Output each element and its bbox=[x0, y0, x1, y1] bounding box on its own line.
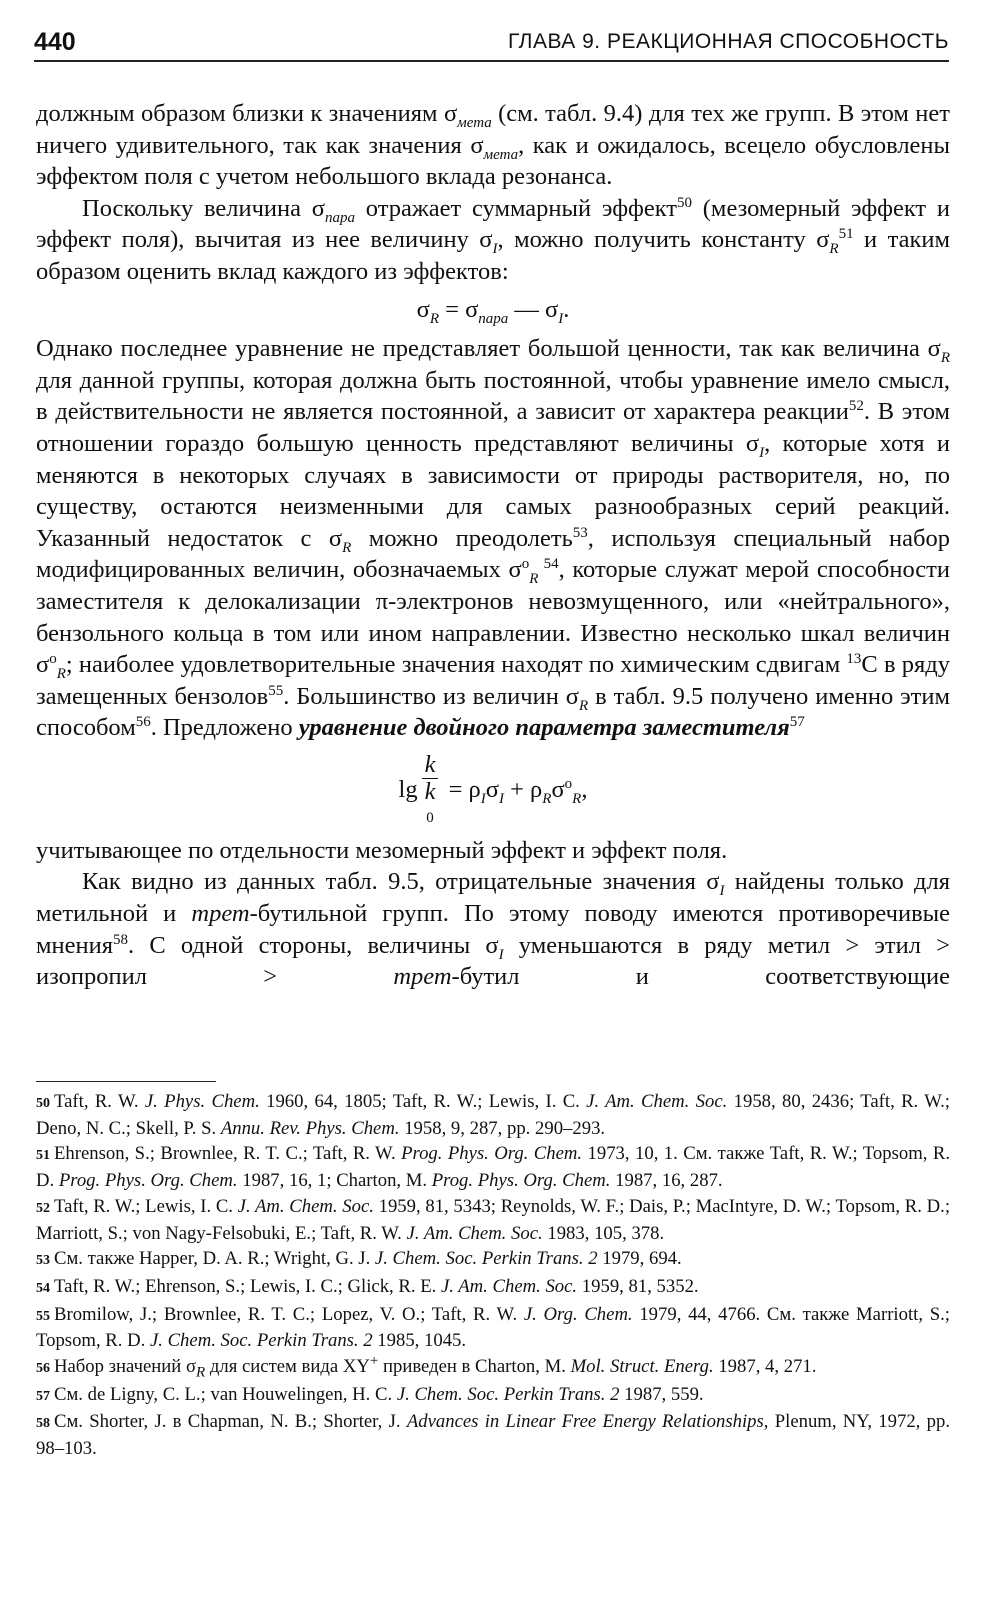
page-header bbox=[34, 26, 949, 62]
paragraph-3: Однако последнее уравнение не представляет большой ценности, так как величина $\sigma_R$ для данной группы, которая должна быть постоянной, чтобы уравнение имело смысл, в действительности не является постоянной, а зависит от характера реакции$^{52}$. В этом отношении гораздо большую ценность представляют величины $\sigma_I$, которые хотя и меняются в некоторых случаях в зависимости от природы растворителя, но, по существу, остаются неизменными для самых разнообразных серий реакций. Указанный недостаток с $\sigma_R$ можно преодолеть$^{53}$, используя специальный набор модифицированных величин, обозначаемых $\sigma^o_R$ $^{54}$, которые служат мерой способности заместителя к делокализации π-электронов невозмущенного, или «нейтрального», бензольного кольца в том или ином направлении. Известно несколько шкал величин $\sigma^o_R$; наиболее удовлетворительные значения находят по химическим сдвигам $^{13}$C в ряду замещенных бензолов$^{55}$. Большинство из величин $\sigma_R$ в табл. 9.5 получено именно этим способом$^{56}$. Предложено уравнение двойного параметра заместителя$^{57}$ bbox=[36, 335, 950, 742]
equation-sigma-r: $\sigma_R = \sigma_{пара}$ — $\sigma_I$. bbox=[416, 295, 570, 327]
footnote-number: 51 bbox=[36, 1148, 50, 1164]
footnote-51: 51 Ehrenson, S.; Brownlee, R. T. C.; Taft, R. W. Prog. Phys. Org. Chem. 1973, 10, 1. См. также Taft, R. W.; Topsom, R. D. Prog. Phys. Org. Chem. 1987, 16, 1; Charton, M. Prog. Phys. Org. Chem. 1987, 16, 287. bbox=[36, 1143, 951, 1192]
footnote-number: 53 bbox=[36, 1253, 50, 1269]
footnotes bbox=[36, 1090, 950, 1463]
footnote-52: 52 Taft, R. W.; Lewis, I. C. J. Am. Chem. Soc. 1959, 81, 5343; Reynolds, W. F.; Dais, P.; MacIntyre, D. W.; Topsom, R. D.; Marriott, S.; von Nagy-Felsobuki, E.; Taft, R. W. J. Am. Chem. Soc. 1983, 105, 378. bbox=[36, 1195, 951, 1244]
footnote-number: 50 bbox=[36, 1096, 50, 1111]
footnote-54: 54 Taft, R. W.; Ehrenson, S.; Lewis, I. C.; Glick, R. E. J. Am. Chem. Soc. 1959, 81, 5352. bbox=[36, 1275, 699, 1297]
footnote-number: 58 bbox=[36, 1416, 50, 1432]
equation-dual-parameter: lg k k 0 = $\rho_I\sigma_I + \rho_R\sigma^o_R$, bbox=[398, 750, 588, 826]
paragraph-5: Как видно из данных табл. 9.5, отрицательные значения $\sigma_I$ найдены только для метильной и трет-бутильной групп. По этому поводу имеются противоречивые мнения$^{58}$. С одной стороны, величины $\sigma_I$ уменьшаются в ряду метил > этил > изопропил > трет-бутил и соответствующие bbox=[36, 868, 950, 991]
footnote-number: 56 bbox=[36, 1361, 50, 1377]
footnote-number: 52 bbox=[36, 1200, 50, 1216]
footnote-58: 58 См. Shorter, J. в Chapman, N. B.; Shorter, J. Advances in Linear Free Energy Relationships, Plenum, NY, 1972, pp. 98–103. bbox=[36, 1411, 950, 1460]
footnote-50: 50 Taft, R. W. J. Phys. Chem. 1960, 64, 1805; Taft, R. W.; Lewis, I. C. J. Am. Chem. Soc. 1958, 80, 2436; Taft, R. W.; Deno, N. C.; Skell, P. S. Annu. Rev. Phys. Chem. 1958, 9, 287, pp. 290–293. bbox=[36, 1091, 950, 1139]
main-text bbox=[36, 98, 950, 993]
footnote-number: 55 bbox=[36, 1308, 50, 1324]
footnote-56: 56 Набор значений $\sigma_R$ для систем вида XY+ приведен в Charton, M. Mol. Struct. Energ. 1987, 4, 271. bbox=[36, 1352, 817, 1381]
paragraph-1: должным образом близки к значениям $\sigma_{мета}$ (см. табл. 9.4) для тех же групп. В этом нет ничего удивительного, так как значения $\sigma_{мета}$, как и ожидалось, всецело обусловлены эффектом поля с учетом небольшого вклада резонанса. bbox=[36, 100, 950, 191]
footnote-number: 57 bbox=[36, 1388, 50, 1404]
footnote-rule bbox=[36, 1081, 216, 1082]
running-title: ГЛАВА 9. РЕАКЦИОННАЯ СПОСОБНОСТЬ bbox=[507, 30, 949, 53]
page-number: 440 bbox=[34, 28, 76, 56]
paragraph-4: учитывающее по отдельности мезомерный эффект и эффект поля. bbox=[36, 836, 728, 864]
footnote-55: 55 Bromilow, J.; Brownlee, R. T. C.; Lopez, V. O.; Taft, R. W. J. Org. Chem. 1979, 44, 4766. См. также Marriott, S.; Topsom, R. D. J. Chem. Soc. Perkin Trans. 2 1985, 1045. bbox=[36, 1303, 950, 1352]
footnote-number: 54 bbox=[36, 1280, 50, 1296]
footnote-57: 57 См. de Ligny, C. L.; van Houwelingen, H. C. J. Chem. Soc. Perkin Trans. 2 1987, 559. bbox=[36, 1383, 704, 1405]
footnote-53: 53 См. также Happer, D. A. R.; Wright, G. J. J. Chem. Soc. Perkin Trans. 2 1979, 694. bbox=[36, 1248, 682, 1270]
paragraph-2: Поскольку величина $\sigma_{пара}$ отражает суммарный эффект$^{50}$ (мезомерный эффект и эффект поля), вычитая из нее величину $\sigma_I$, можно получить константу $\sigma_R^{51}$ и таким образом оценить вклад каждого из эффектов: bbox=[36, 194, 951, 285]
